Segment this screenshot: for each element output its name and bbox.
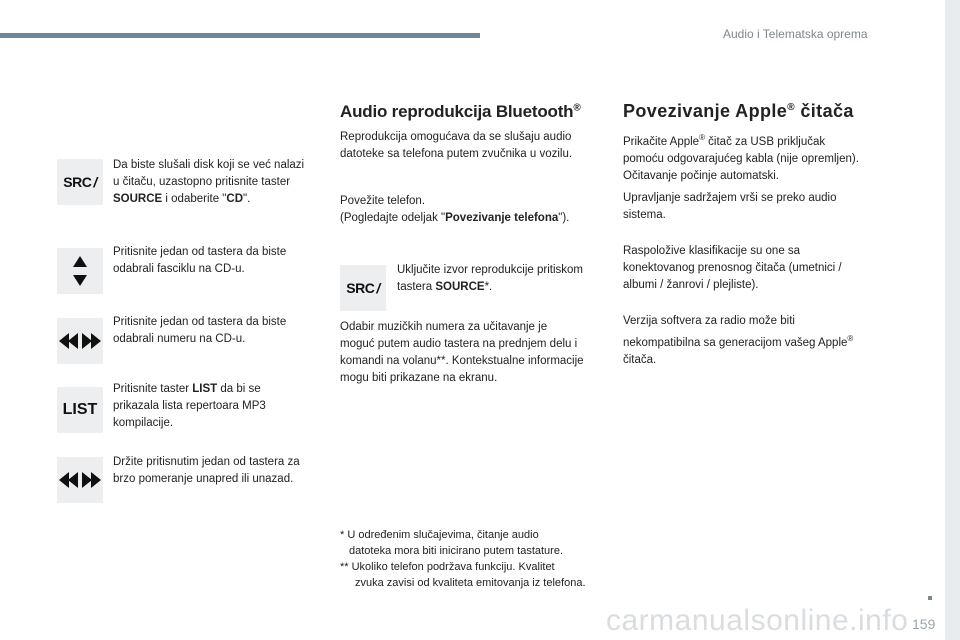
apple-control-text: Upravljanje sadržajem vrši se preko audio sistema.	[623, 192, 837, 221]
source-instruction-text: Uključite izvor reprodukcije pritiskom tastera SOURCE*.	[397, 264, 583, 293]
footnotes: * U određenim slučajevima, čitanje audio datoteka mora biti inicirano putem tastature. ** Ukoliko telefon podržava funkciju. Kvalitet zvuka zavisi od kvaliteta emitovanja iz telefona.	[340, 529, 586, 589]
src-button-icon	[57, 159, 103, 205]
page-number: 159	[912, 616, 936, 632]
page-marker	[928, 596, 932, 600]
left-item-1-text: Da biste slušali disk koji se već nalazi u čitaču, uzastopno pritisnite taster SOURCE i odaberite "CD".	[113, 159, 305, 205]
apple-section-title: Povezivanje Apple® čitača	[623, 101, 854, 121]
connect-phone-text: Povežite telefon. (Pogledajte odeljak "Povezivanje telefona").	[340, 195, 570, 224]
fast-forward-rewind-icon	[57, 457, 103, 503]
src-button-icon-2: SRC /	[340, 265, 386, 311]
prev-next-track-icon	[57, 318, 103, 364]
header-accent-bar	[0, 33, 480, 38]
up-down-arrows-icon	[57, 248, 103, 294]
bluetooth-intro-text: Reprodukcija omogućava da se slušaju audio datoteke sa telefona putem zvučnika u vozilu.	[340, 131, 573, 160]
apple-connect-text: Prikačite Apple® čitač za USB priključak pomoću odgovarajućeg kabla (nije opremljen). Očitavanje počinje automatski.	[623, 133, 859, 182]
watermark-text: carmanualsonline.info	[606, 604, 909, 637]
left-item-2-text: Pritisnite jedan od tastera da biste odabrali fasciklu na CD-u.	[113, 246, 287, 275]
apple-classification-text: Raspoložive klasifikacije su one sa konektovanog prenosnog čitača (umetnici / albumi / žanrovi / plejliste).	[623, 245, 842, 291]
left-item-5-text: Držite pritisnutim jedan od tastera za brzo pomeranje unapred ili unazad.	[113, 456, 300, 485]
left-item-4-text: Pritisnite taster LIST da bi se prikazala lista repertoara MP3 kompilacije.	[113, 383, 266, 429]
bluetooth-section-title: Audio reprodukcija Bluetooth®	[340, 102, 581, 121]
left-item-3-text: Pritisnite jedan od tastera da biste odabrali numeru na CD-u.	[113, 316, 287, 345]
section-title: Audio i Telematska oprema	[723, 27, 868, 41]
list-button-icon: LIST	[57, 387, 103, 433]
page-side-strip	[945, 0, 960, 640]
src-icon-label: SRC /	[63, 174, 97, 190]
track-selection-text: Odabir muzičkih numera za učitavanje je moguć putem audio tastera na prednjem delu i komandi na volanu**. Kontekstualne informacije mogu biti prikazane na ekranu.	[340, 321, 584, 384]
apple-compat-text: Verzija softvera za radio može biti nekompatibilna sa generacijom vašeg Apple® čitača.	[623, 315, 854, 366]
